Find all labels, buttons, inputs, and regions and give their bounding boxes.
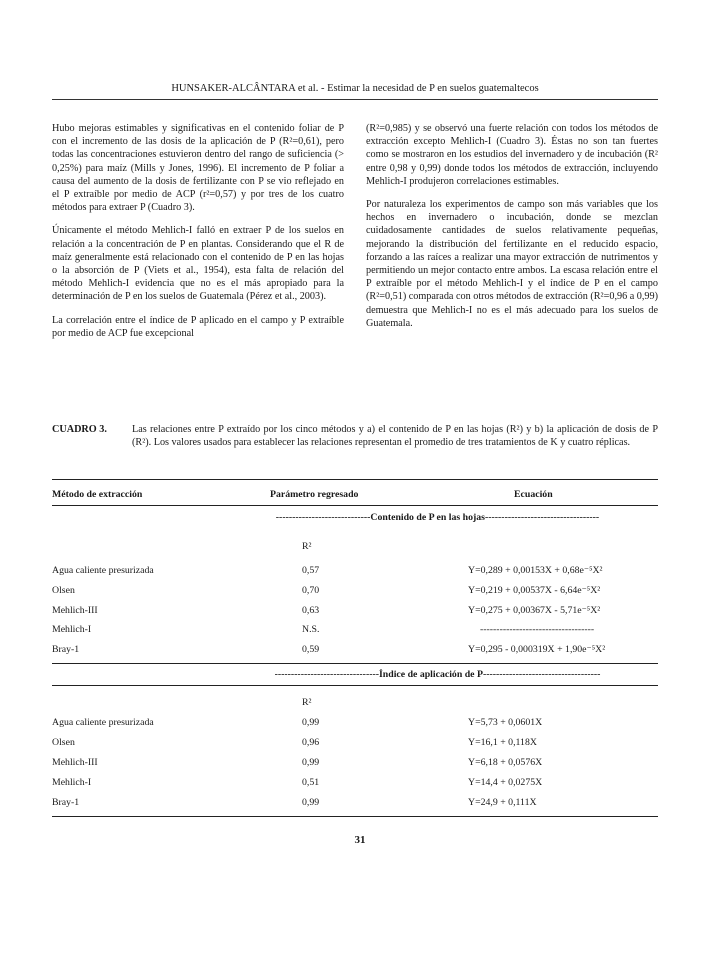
- table-cell-method: Agua caliente presurizada: [52, 717, 154, 728]
- paragraph: Únicamente el método Mehlich-I falló en extraer P de los suelos en relación a la concentración de P en plantas. Considerando que el R de maíz generalmente está relacionado con el contenido de P en las hojas o la absorción de P (Viets et al., 1954), esta falta de relación del método Mehlich-I evidencia que no es el más apropiado para la determinación de P en los suelos de Guatemala (Pérez et al., 2003).: [52, 225, 344, 303]
- table-top-rule: [52, 479, 658, 480]
- table-cell-equation: Y=0,295 - 0,000319X + 1,90e⁻⁵X²: [468, 644, 606, 655]
- table-cell-method: Mehlich-I: [52, 624, 92, 635]
- table-cell-method: Olsen: [52, 585, 75, 596]
- column-header-equation: Ecuación: [514, 489, 553, 500]
- table-cell-value: 0,63: [302, 605, 320, 616]
- page-number: 31: [354, 834, 366, 846]
- table-cell-value: 0,99: [302, 717, 320, 728]
- caption-label: CUADRO 3.: [52, 424, 107, 435]
- column-header-method: Método de extracción: [52, 489, 143, 500]
- table-cell-method: Bray-1: [52, 797, 80, 808]
- section-param-label: R²: [302, 541, 312, 552]
- table-cell-equation: Y=14,4 + 0,0275X: [468, 777, 543, 788]
- table-cell-equation: Y=0,275 + 0,00367X - 5,71e⁻⁵X²: [468, 605, 601, 616]
- table-cell-equation: Y=6,18 + 0,0576X: [468, 757, 543, 768]
- table-cell-value: 0,96: [302, 737, 320, 748]
- left-column: [52, 122, 344, 350]
- table-caption: [52, 423, 658, 449]
- column-header-parameter: Parámetro regresado: [270, 489, 359, 500]
- table-cell-value: 0,70: [302, 585, 320, 596]
- table-header-rule: [52, 505, 658, 506]
- table-cell-method: Olsen: [52, 737, 75, 748]
- table-cell-method: Bray-1: [52, 644, 80, 655]
- table-cell-value: 0,59: [302, 644, 320, 655]
- table-cell-value: 0,99: [302, 797, 320, 808]
- table-cell-value: 0,51: [302, 777, 320, 788]
- paragraph: Hubo mejoras estimables y significativas en el contenido foliar de P con el incremento de las dosis de la aplicación de P (R²=0,61), pero todas las concentraciones estuvieron dentro del rango de suficiencia (> 0,25%) para maíz (Mills y Jones, 1996). El incremento de P foliar a causa del aumento de la dosis de fertilizante con P se vio reflejado en el P extraíble por medio de ACP (r²=0,57) y por tres de los cuatro métodos para extraer P (Cuadro 3).: [52, 123, 344, 214]
- table-cell-method: Mehlich-I: [52, 777, 92, 788]
- table-cell-value: N.S.: [302, 624, 320, 635]
- paragraph: Por naturaleza los experimentos de campo son más variables que los hechos en invernadero o incubación, donde se mezclan cuidadosamente cantidades de suelos relativamente pequeñas, mejorando la distribución del fertilizante en el reducido espacio, forzando a las raíces a realizar una mayor extracción de nutrimentos y permitiendo un mejor contacto entre ambos. La escasa relación entre el P extraíble por el método Mehlich-I y el índice de P en el campo (R²=0,51) comparada con otros métodos de extracción (R²=0,96 a 0,99) demuestra que Mehlich-I no es el más adecuado para los suelos de Guatemala.: [366, 199, 659, 329]
- table-cell-method: Mehlich-III: [52, 757, 98, 768]
- table-cell-equation: Y=0,219 + 0,00537X - 6,64e⁻⁵X²: [468, 585, 601, 596]
- table-bottom-rule: [52, 816, 658, 817]
- table-cell-method: Agua caliente presurizada: [52, 565, 154, 576]
- table-cell-method: Mehlich-III: [52, 605, 98, 616]
- table-cell-equation: Y=16,1 + 0,118X: [468, 737, 537, 748]
- paragraph: La correlación entre el índice de P aplicado en el campo y P extraíble por medio de ACP fue excepcional: [52, 314, 344, 339]
- section-title-p-index: --------------------------------Índice de aplicación de P------------------------------------: [274, 669, 601, 680]
- table-cell-value: 0,99: [302, 757, 320, 768]
- section-param-label: R²: [302, 697, 312, 708]
- paragraph: (R²=0,985) y se observó una fuerte relación con todos los métodos de extracción excepto Mehlich-I (Cuadro 3). Éstas no son tan fuertes como se mostraron en los estudios del invernadero y de incubación (R² entre 0,98 y 0,99) donde todos los métodos de extracción, incluyendo Mehlich-I produjeron correlaciones estimables.: [366, 123, 658, 187]
- table-cell-equation: Y=24,9 + 0,111X: [468, 797, 537, 808]
- table-cell-equation: -----------------------------------: [480, 624, 595, 635]
- header-rule: [52, 99, 658, 100]
- table-cell-equation: Y=5,73 + 0,0601X: [468, 717, 543, 728]
- right-column: [366, 122, 658, 340]
- section-rule: [52, 685, 658, 686]
- table-cell-equation: Y=0,289 + 0,00153X + 0,68e⁻⁵X²: [468, 565, 603, 576]
- table-cell-value: 0,57: [302, 565, 320, 576]
- section-rule: [52, 663, 658, 664]
- running-head: HUNSAKER-ALCÂNTARA et al. - Estimar la necesidad de P en suelos guatemaltecos: [171, 83, 539, 94]
- caption-text: Las relaciones entre P extraído por los cinco métodos y a) el contenido de P en las hojas (R²) y b) la aplicación de dosis de P (R²). Los valores usados para establecer las relaciones representan el promedio de tres tratamientos de K y cuatro réplicas.: [132, 424, 658, 448]
- section-title-leaf-p: -----------------------------Contenido de P en las hojas-----------------------------------: [275, 512, 600, 523]
